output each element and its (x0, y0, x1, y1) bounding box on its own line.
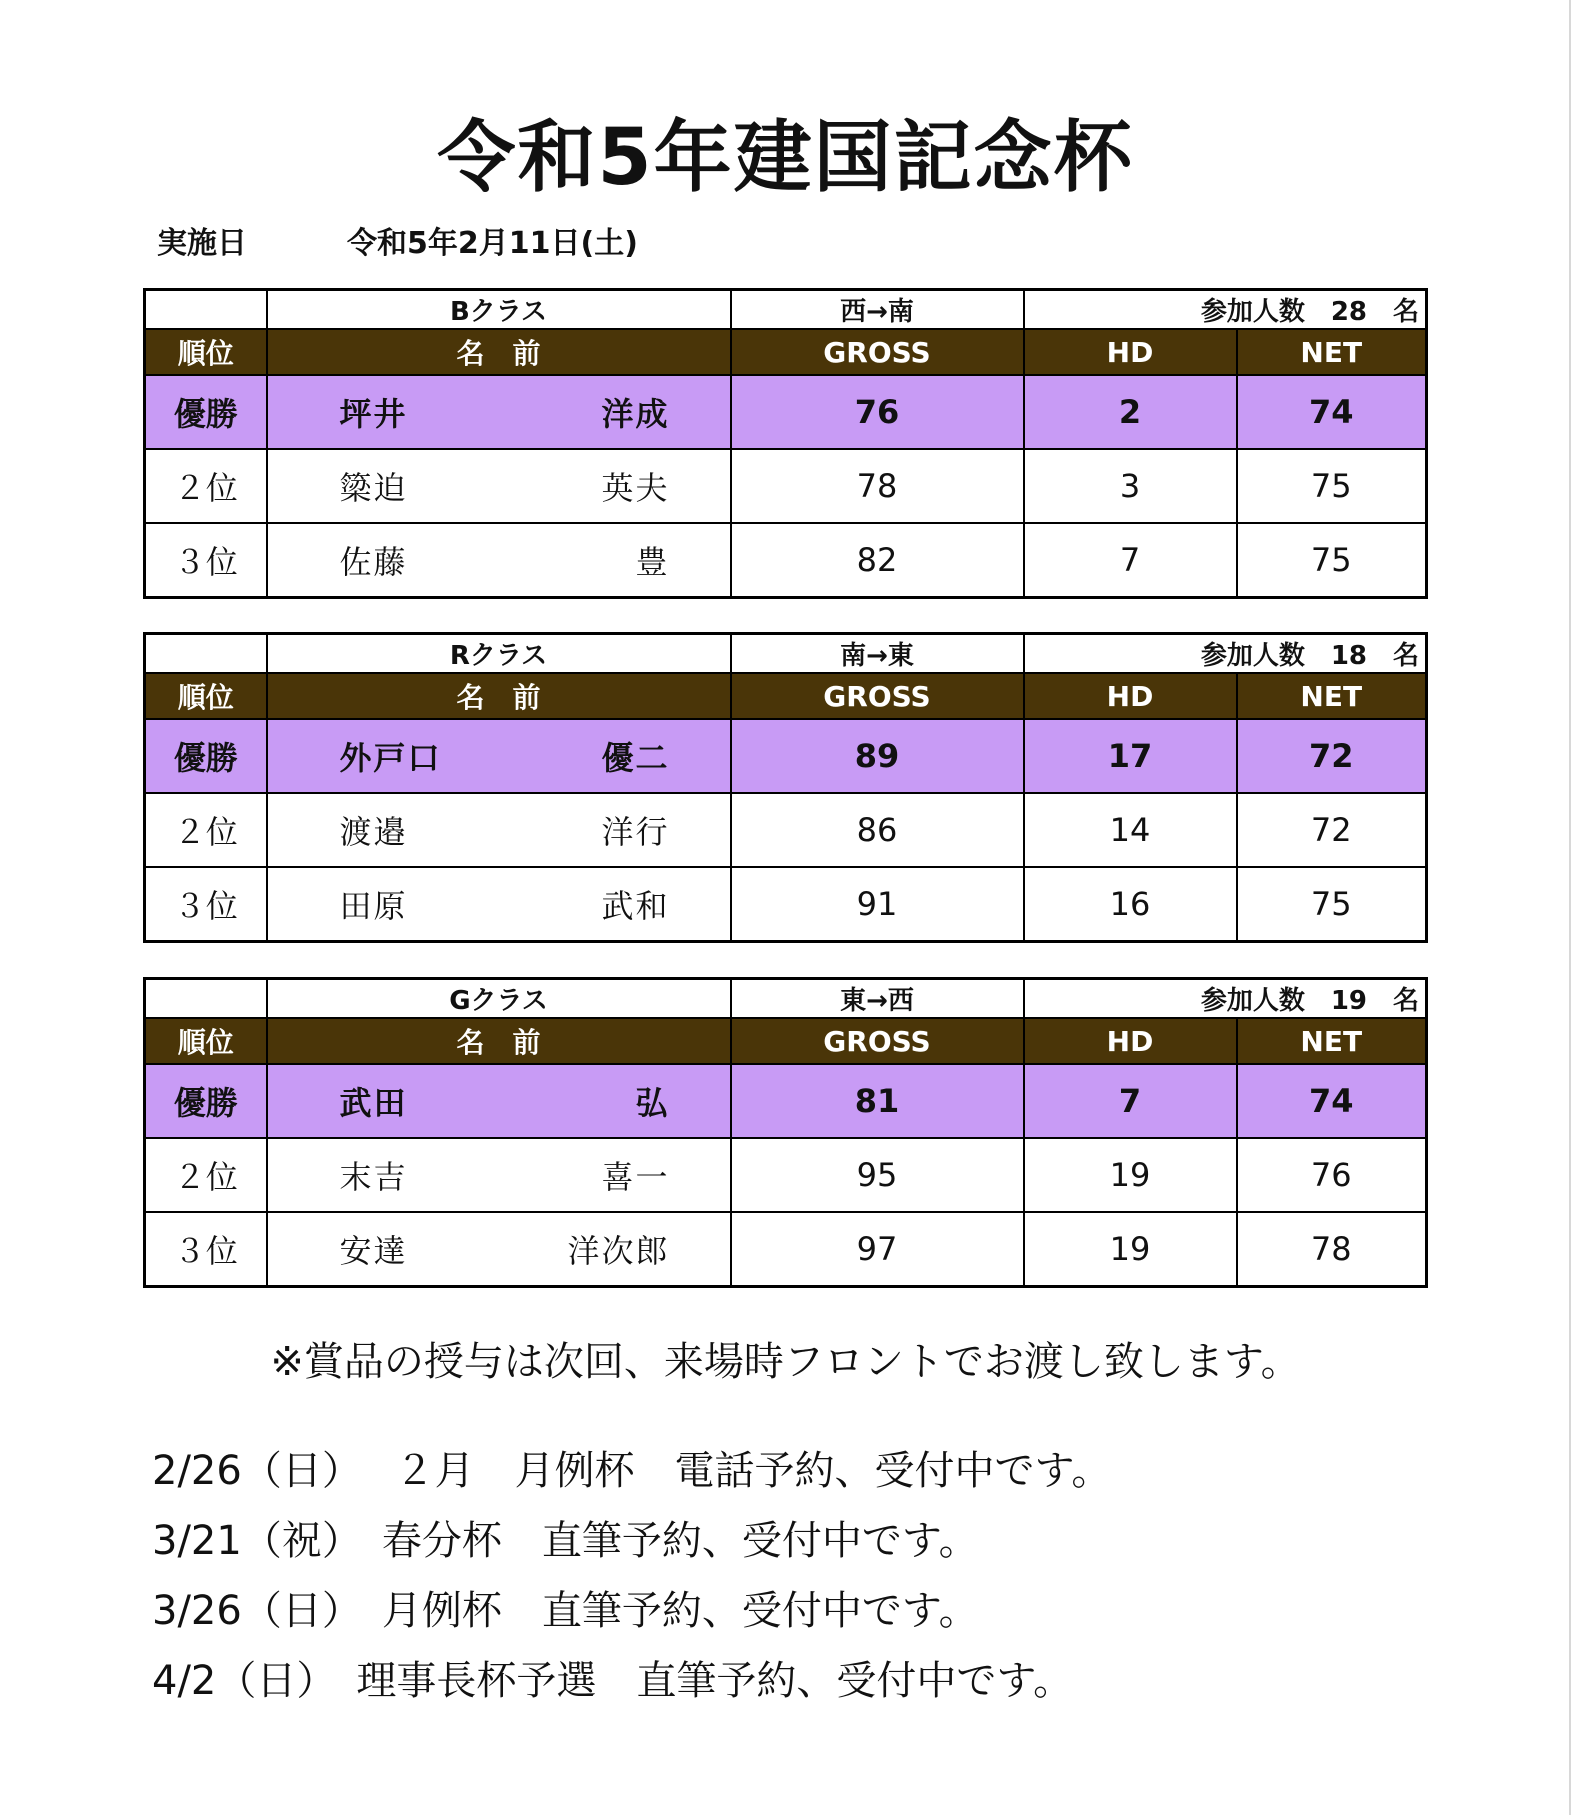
event-date-label: 実施日 (157, 226, 247, 261)
player-family-name: 坪井 (339, 395, 408, 433)
player-family-name: 末吉 (339, 1158, 408, 1196)
column-header-row (145, 1018, 1427, 1064)
header-net: NET (1237, 329, 1427, 375)
header-gross: GROSS (731, 329, 1024, 375)
participant-count: 参加人数 28 名 (1024, 290, 1427, 330)
header-rank: 順位 (145, 673, 267, 719)
handicap-cell: 16 (1024, 867, 1237, 942)
result-row (145, 523, 1427, 598)
player-given-name: 弘 (635, 1084, 670, 1122)
header-hd: HD (1024, 329, 1237, 375)
player-name-cell (267, 793, 731, 867)
column-header-row (145, 329, 1427, 375)
net-score-cell: 72 (1237, 719, 1427, 793)
class-info-row (145, 979, 1427, 1019)
gross-score-cell: 76 (731, 375, 1024, 449)
schedule-item: 3/26（日） 月例杯 直筆予約、受付中です。 (152, 1588, 979, 1634)
header-gross: GROSS (731, 673, 1024, 719)
gross-score-cell: 81 (731, 1064, 1024, 1138)
event-date-value: 令和5年2月11日(土) (347, 226, 638, 261)
course-direction: 西→南 (731, 290, 1024, 330)
class-name: Rクラス (267, 634, 731, 674)
gross-score-cell: 89 (731, 719, 1024, 793)
player-family-name: 簗迫 (339, 469, 408, 507)
rank-cell: ３位 (145, 523, 267, 598)
participant-count: 参加人数 18 名 (1024, 634, 1427, 674)
header-gross: GROSS (731, 1018, 1024, 1064)
handicap-cell: 7 (1024, 1064, 1237, 1138)
course-direction: 南→東 (731, 634, 1024, 674)
gross-score-cell: 91 (731, 867, 1024, 942)
player-family-name: 安達 (339, 1232, 408, 1270)
player-family-name: 外戸口 (339, 739, 442, 777)
gross-score-cell: 97 (731, 1212, 1024, 1287)
results-table (143, 632, 1428, 943)
schedule-item: 2/26（日） ２月 月例杯 電話予約、受付中です。 (152, 1448, 1112, 1494)
player-name-cell (267, 867, 731, 942)
column-header-row (145, 673, 1427, 719)
net-score-cell: 76 (1237, 1138, 1427, 1212)
rank-cell: ３位 (145, 867, 267, 942)
header-name: 名 前 (267, 1018, 731, 1064)
net-score-cell: 78 (1237, 1212, 1427, 1287)
results-table (143, 288, 1428, 599)
player-name-cell (267, 1212, 731, 1287)
result-row (145, 449, 1427, 523)
handicap-cell: 17 (1024, 719, 1237, 793)
player-given-name: 洋次郎 (567, 1232, 670, 1270)
results-table (143, 977, 1428, 1288)
page-title: 令和5年建国記念杯 (437, 113, 1134, 203)
winner-row (145, 375, 1427, 449)
player-family-name: 渡邉 (339, 813, 408, 851)
player-family-name: 佐藤 (339, 543, 408, 581)
schedule-item: 4/2（日） 理事長杯予選 直筆予約、受付中です。 (152, 1658, 1074, 1704)
result-row (145, 1212, 1427, 1287)
prize-note: ※賞品の授与は次回、来場時フロントでお渡し致します。 (270, 1339, 1301, 1385)
gross-score-cell: 82 (731, 523, 1024, 598)
result-row (145, 1138, 1427, 1212)
player-name-cell (267, 523, 731, 598)
class-info-blank (145, 634, 267, 674)
player-given-name: 豊 (635, 543, 670, 581)
net-score-cell: 74 (1237, 375, 1427, 449)
handicap-cell: 2 (1024, 375, 1237, 449)
header-rank: 順位 (145, 329, 267, 375)
header-name: 名 前 (267, 329, 731, 375)
player-given-name: 洋成 (601, 395, 670, 433)
handicap-cell: 19 (1024, 1138, 1237, 1212)
player-name-cell (267, 1064, 731, 1138)
class-name: Bクラス (267, 290, 731, 330)
handicap-cell: 3 (1024, 449, 1237, 523)
rank-cell: ２位 (145, 449, 267, 523)
handicap-cell: 19 (1024, 1212, 1237, 1287)
winner-row (145, 1064, 1427, 1138)
header-hd: HD (1024, 1018, 1237, 1064)
class-name: Gクラス (267, 979, 731, 1019)
result-row (145, 793, 1427, 867)
player-name-cell (267, 449, 731, 523)
net-score-cell: 75 (1237, 449, 1427, 523)
class-info-row (145, 634, 1427, 674)
header-net: NET (1237, 1018, 1427, 1064)
handicap-cell: 7 (1024, 523, 1237, 598)
player-given-name: 武和 (601, 887, 670, 925)
class-info-row (145, 290, 1427, 330)
player-name-cell (267, 375, 731, 449)
net-score-cell: 72 (1237, 793, 1427, 867)
player-given-name: 優二 (601, 739, 670, 777)
class-info-blank (145, 979, 267, 1019)
class-info-blank (145, 290, 267, 330)
player-name-cell (267, 719, 731, 793)
participant-count: 参加人数 19 名 (1024, 979, 1427, 1019)
net-score-cell: 75 (1237, 523, 1427, 598)
gross-score-cell: 86 (731, 793, 1024, 867)
rank-cell: ２位 (145, 1138, 267, 1212)
header-name: 名 前 (267, 673, 731, 719)
header-hd: HD (1024, 673, 1237, 719)
header-net: NET (1237, 673, 1427, 719)
net-score-cell: 74 (1237, 1064, 1427, 1138)
handicap-cell: 14 (1024, 793, 1237, 867)
player-given-name: 喜一 (601, 1158, 670, 1196)
gross-score-cell: 95 (731, 1138, 1024, 1212)
result-row (145, 867, 1427, 942)
gross-score-cell: 78 (731, 449, 1024, 523)
course-direction: 東→西 (731, 979, 1024, 1019)
player-family-name: 田原 (339, 887, 408, 925)
winner-row (145, 719, 1427, 793)
player-given-name: 英夫 (601, 469, 670, 507)
player-name-cell (267, 1138, 731, 1212)
player-given-name: 洋行 (601, 813, 670, 851)
net-score-cell: 75 (1237, 867, 1427, 942)
header-rank: 順位 (145, 1018, 267, 1064)
rank-cell: 優勝 (145, 375, 267, 449)
rank-cell: 優勝 (145, 719, 267, 793)
rank-cell: 優勝 (145, 1064, 267, 1138)
schedule-item: 3/21（祝） 春分杯 直筆予約、受付中です。 (152, 1518, 979, 1564)
player-family-name: 武田 (339, 1084, 408, 1122)
schedule-list (152, 1436, 1111, 1716)
rank-cell: ２位 (145, 793, 267, 867)
rank-cell: ３位 (145, 1212, 267, 1287)
